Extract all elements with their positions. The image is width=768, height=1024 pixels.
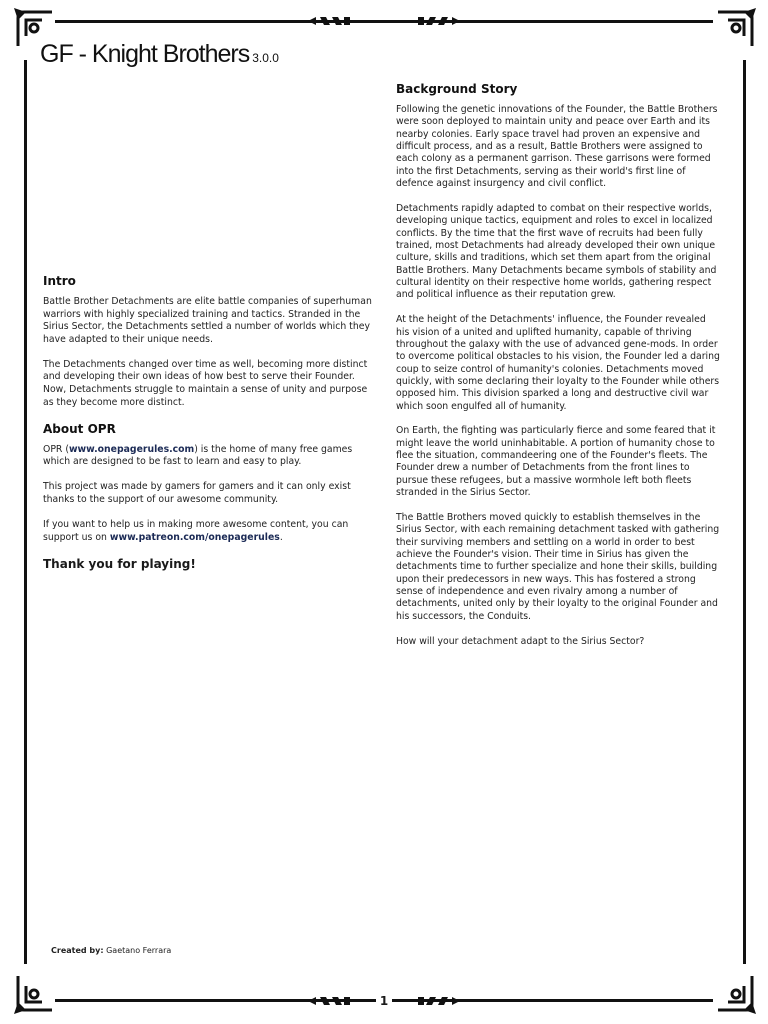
title-text: GF - Knight Brothers [40, 40, 250, 68]
about-text: If you want to help us in making more awesome content, you can support us on [43, 519, 349, 543]
frame-top-border [55, 20, 713, 23]
about-text: OPR ( [43, 443, 69, 455]
page-title [40, 40, 279, 69]
border-chevron-ornament-icon [418, 16, 460, 26]
about-text: . [279, 531, 283, 543]
corner-ornament-icon [712, 6, 758, 52]
about-paragraph [43, 519, 373, 544]
background-paragraph: Following the genetic innovations of the Founder, the Battle Brothers were soon deployed to maintain unity and peace over Earth and its nearby colonies. Early space travel had proven an expensive and difficult process, and as a result, Battle Brothers were assigned to each colony as a permanent garrison. These garrisons were formed into the first Detachments, serving as their world's first line of defence against insurgency and civil conflict. [396, 104, 718, 190]
thanks-heading: Thank you for playing! [43, 556, 196, 571]
credit-name: Gaetano Ferrara [106, 946, 172, 955]
frame-left-border [24, 60, 27, 964]
version-label: 3.0.0 [252, 51, 279, 65]
frame-right-border [743, 60, 746, 964]
background-paragraph: How will your detachment adapt to the Sirius Sector? [396, 635, 645, 647]
about-paragraph: This project was made by gamers for gamers and it can only exist thanks to the support of our awesome community. [43, 481, 351, 506]
corner-ornament-icon [12, 970, 58, 1016]
intro-paragraph: The Detachments changed over time as well, becoming more distinct and developing their own ideas of how best to serve their Founder. Now, Detachments struggle to maintain a sense of unity and purpose as they become more distinct. [43, 358, 368, 408]
credit-label: Created by: [51, 946, 104, 955]
onepagerules-link[interactable]: www.onepagerules.com [68, 443, 195, 455]
border-chevron-ornament-icon [418, 996, 460, 1006]
background-heading: Background Story [396, 82, 518, 96]
page-number: 1 [376, 994, 392, 1008]
intro-paragraph: Battle Brother Detachments are elite battle companies of superhuman warriors with highly specialized training and tactics. Stranded in the Sirius Sector, the Detachments settled a number of worlds which they have adapted to their unique needs. [43, 296, 372, 345]
left-column [43, 274, 373, 571]
border-chevron-ornament-icon [308, 996, 350, 1006]
corner-ornament-icon [712, 970, 758, 1016]
background-paragraph: On Earth, the fighting was particularly fierce and some feared that it might leave the world uninhabitable. A portion of humanity chose to flee the situation, commandeering one of the Founder's fleets. The Founder drew a number of Detachments from the front lines to pursue these refugees, but a massive wormhole left both fleets stranded in the Sirius Sector. [396, 425, 716, 499]
border-chevron-ornament-icon [308, 16, 350, 26]
background-paragraph: The Battle Brothers moved quickly to establish themselves in the Sirius Sector, with each remaining detachment tasked with gathering their surviving members and settling on a world in order to best achieve the Founder's vision. Their time in Sirius has given the detachments time to further specialize and hone their skills, building upon their predecessors in new ways. This has fostered a strong sense of independence and even rivalry among a number of detachments, united only by their loyalty to the original Founder and his successors, the Conduits. [396, 511, 720, 622]
about-text: ) is the home of many free games which are designed to be fast to learn and easy to play. [43, 443, 353, 468]
about-heading: About OPR [43, 421, 116, 436]
background-paragraph: Detachments rapidly adapted to combat on their respective worlds, developing unique tactics, equipment and roles to excel in localized conflicts. By the time that the first wave of recruits had been fully trained, most Detachments had already developed their own unique culture, skills and traditions, which set them apart from the original Battle Brothers. Many Detachments became symbols of stability and cultural identity on their respective home worlds, gathering respect and political influence as their reputation grew. [396, 202, 717, 301]
background-paragraph: At the height of the Detachments' influence, the Founder revealed his vision of a united and uplifted humanity, capable of thriving throughout the galaxy with the use of advanced gene-mods. In order to overcome political obstacles to his vision, the Founder led a daring coup to seize control of humanity's colonies. Detachments moved quickly, with some declaring their loyalty to the Founder while others opposed him. This division sparked a long and destructive civil war which soon engulfed all of humanity. [396, 314, 720, 412]
intro-heading: Intro [43, 274, 76, 288]
right-column [396, 82, 722, 660]
about-paragraph [43, 444, 373, 469]
patreon-link[interactable]: www.patreon.com/onepagerules [109, 531, 280, 543]
credit-line [51, 946, 171, 955]
